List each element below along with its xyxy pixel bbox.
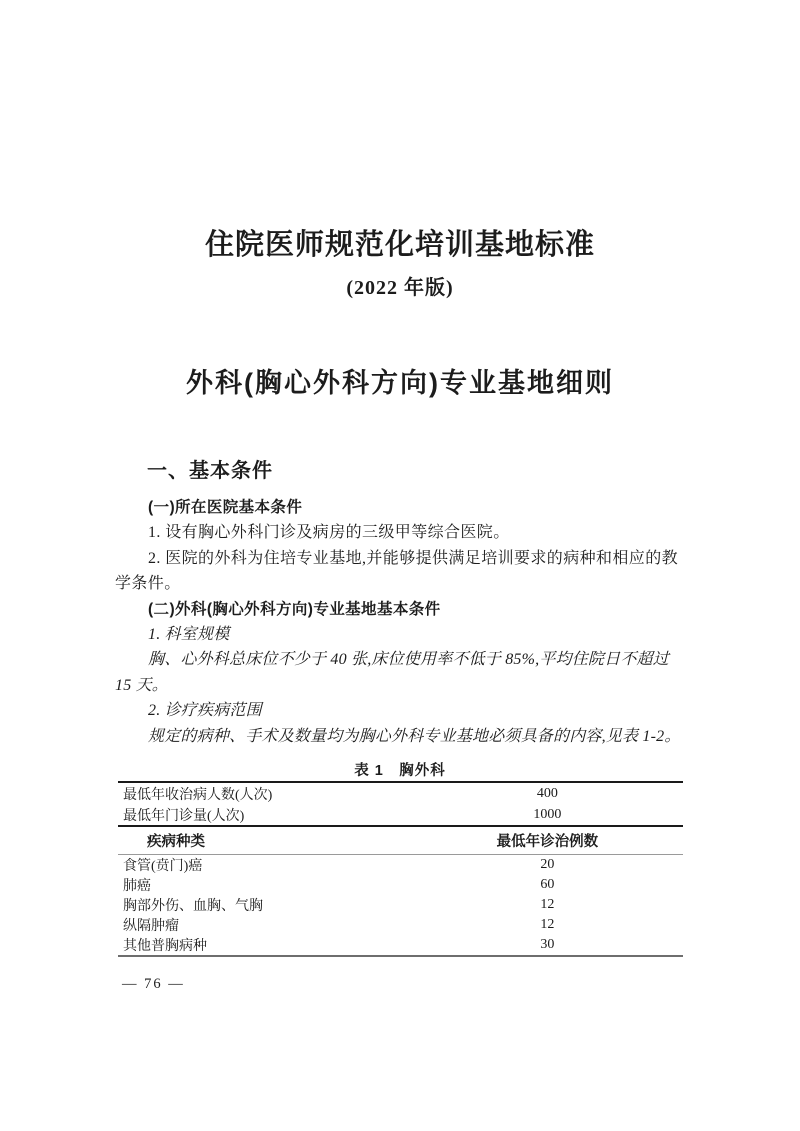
paragraph-line: 15 天。 xyxy=(115,676,169,694)
table-caption: 表 1 胸外科 xyxy=(354,763,446,779)
table-cell-label: 食管(贲门)癌 xyxy=(123,859,203,874)
table-row xyxy=(118,935,683,955)
table-cell-value: 30 xyxy=(540,937,555,952)
subheading-specialty-base-conditions: (二)外科(胸心外科方向)专业基地基本条件 xyxy=(148,600,441,618)
body-text-block xyxy=(115,495,693,749)
table-row xyxy=(118,804,683,825)
table-row xyxy=(118,783,683,804)
table-cell-label: 肺癌 xyxy=(123,879,151,894)
table-cell-label: 最低年门诊量(人次) xyxy=(123,808,245,824)
document-title: 住院医师规范化培训基地标准 xyxy=(204,229,595,261)
table-row xyxy=(118,875,683,895)
table-header-row xyxy=(118,825,683,854)
thoracic-surgery-table xyxy=(118,781,683,957)
item-heading-disease-scope: 2. 诊疗疾病范围 xyxy=(148,702,262,720)
paragraph-line: 2. 医院的外科为住培专业基地,并能够提供满足培训要求的病种和相应的教 xyxy=(148,549,679,567)
section-heading-basic-conditions: 一、基本条件 xyxy=(147,460,273,482)
table-cell-value: 1000 xyxy=(533,806,562,822)
table-cell-value: 60 xyxy=(540,877,555,892)
table-row xyxy=(118,895,683,915)
subheading-hospital-conditions: (一)所在医院基本条件 xyxy=(148,499,303,516)
paragraph-line: 胸、心外科总床位不少于 40 张,床位使用率不低于 85%,平均住院日不超过 xyxy=(148,651,669,669)
table-header-disease-type: 疾病种类 xyxy=(147,834,205,850)
chapter-title: 外科(胸心外科方向)专业基地细则 xyxy=(186,368,614,398)
table-cell-label: 其他普胸病种 xyxy=(123,939,207,954)
table-cell-value: 20 xyxy=(540,857,555,872)
paragraph-line: 1. 设有胸心外科门诊及病房的三级甲等综合医院。 xyxy=(148,524,510,542)
paragraph-line: 规定的病种、手术及数量均为胸心外科专业基地必须具备的内容,见表 1-2。 xyxy=(148,727,681,745)
table-cell-label: 胸部外伤、血胸、气胸 xyxy=(123,899,263,914)
table-row xyxy=(118,915,683,935)
page-number: — 76 — xyxy=(122,976,185,992)
table-cell-value: 12 xyxy=(540,897,555,912)
table-header-min-annual-cases: 最低年诊治例数 xyxy=(496,834,599,850)
document-edition: (2022 年版) xyxy=(346,277,454,299)
table-cell-label: 纵隔肿瘤 xyxy=(123,919,179,934)
table-row xyxy=(118,854,683,875)
table-cell-value: 400 xyxy=(536,785,558,801)
table-cell-value: 12 xyxy=(540,917,555,932)
table-cell-label: 最低年收治病人数(人次) xyxy=(123,787,273,803)
item-heading-department-scale: 1. 科室规模 xyxy=(148,626,230,644)
paragraph-line: 学条件。 xyxy=(115,575,181,593)
